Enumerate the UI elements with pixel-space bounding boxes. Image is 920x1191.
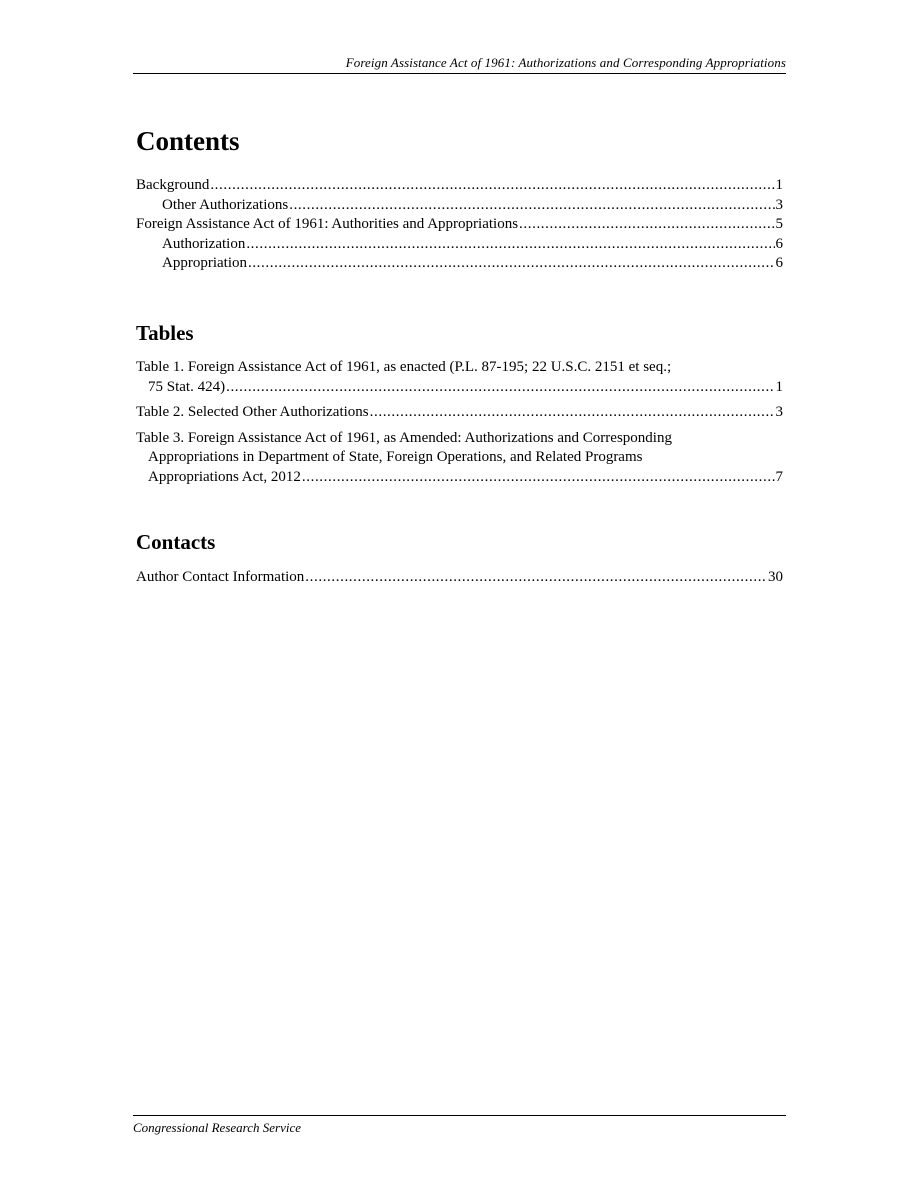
toc-entry-table-2[interactable] [136,403,783,423]
toc-entry-page: 7 [775,468,783,485]
toc-entry-author-contact[interactable] [136,568,783,588]
toc-entry-authorities-appropriations[interactable] [136,215,783,235]
contacts-list [136,568,783,588]
toc-entry-label: Author Contact Information [136,569,305,585]
dot-leader [226,378,774,398]
toc-entry-appropriation[interactable] [136,254,783,274]
contents-list [136,176,783,274]
contents-heading: Contents [136,126,240,156]
page-footer: Congressional Research Service [133,1115,786,1136]
toc-entry-authorization[interactable] [136,235,783,255]
toc-entry-page: 1 [775,378,783,395]
toc-entry-page: 1 [775,177,783,193]
toc-entry-background[interactable] [136,176,783,196]
toc-entry-label: Appropriation [162,255,247,271]
toc-entry-page: 6 [775,235,783,252]
dot-leader [210,176,774,196]
toc-entry-page: 30 [768,569,783,585]
toc-entry-page: 3 [775,196,783,213]
toc-entry-label: Authorization [162,235,246,252]
toc-entry-label: 75 Stat. 424) [148,378,226,395]
toc-entry-page: 3 [775,404,783,420]
toc-entry-label: Foreign Assistance Act of 1961: Authorities and Appropriations [136,216,519,232]
toc-entry-label: Other Authorizations [162,196,289,213]
toc-entry-label: Appropriations Act, 2012 [148,468,301,485]
tables-list [136,358,783,493]
dot-leader [370,403,775,423]
dot-leader [305,568,767,588]
dot-leader [246,235,774,255]
dot-leader [519,215,774,235]
toc-entry-line: Appropriations in Department of State, Foreign Operations, and Related Programs [148,449,643,465]
dot-leader [248,254,775,274]
dot-leader [302,468,775,488]
toc-entry-label: Table 2. Selected Other Authorizations [136,404,369,420]
toc-entry-line: Table 3. Foreign Assistance Act of 1961, as Amended: Authorizations and Corresponding [136,429,672,446]
dot-leader [289,196,774,216]
toc-entry-label: Background [136,177,210,193]
toc-entry-line: Table 1. Foreign Assistance Act of 1961, as enacted (P.L. 87-195; 22 U.S.C. 2151 et seq.; [136,359,672,375]
toc-entry-table-3[interactable] [136,429,783,488]
running-header: Foreign Assistance Act of 1961: Authorizations and Corresponding Appropriations [133,55,786,74]
toc-entry-table-1[interactable] [136,358,783,397]
tables-heading: Tables [136,321,194,345]
toc-entry-page: 5 [775,216,783,232]
toc-entry-other-authorizations[interactable] [136,196,783,216]
contacts-heading: Contacts [136,530,216,554]
toc-entry-page: 6 [775,255,783,271]
